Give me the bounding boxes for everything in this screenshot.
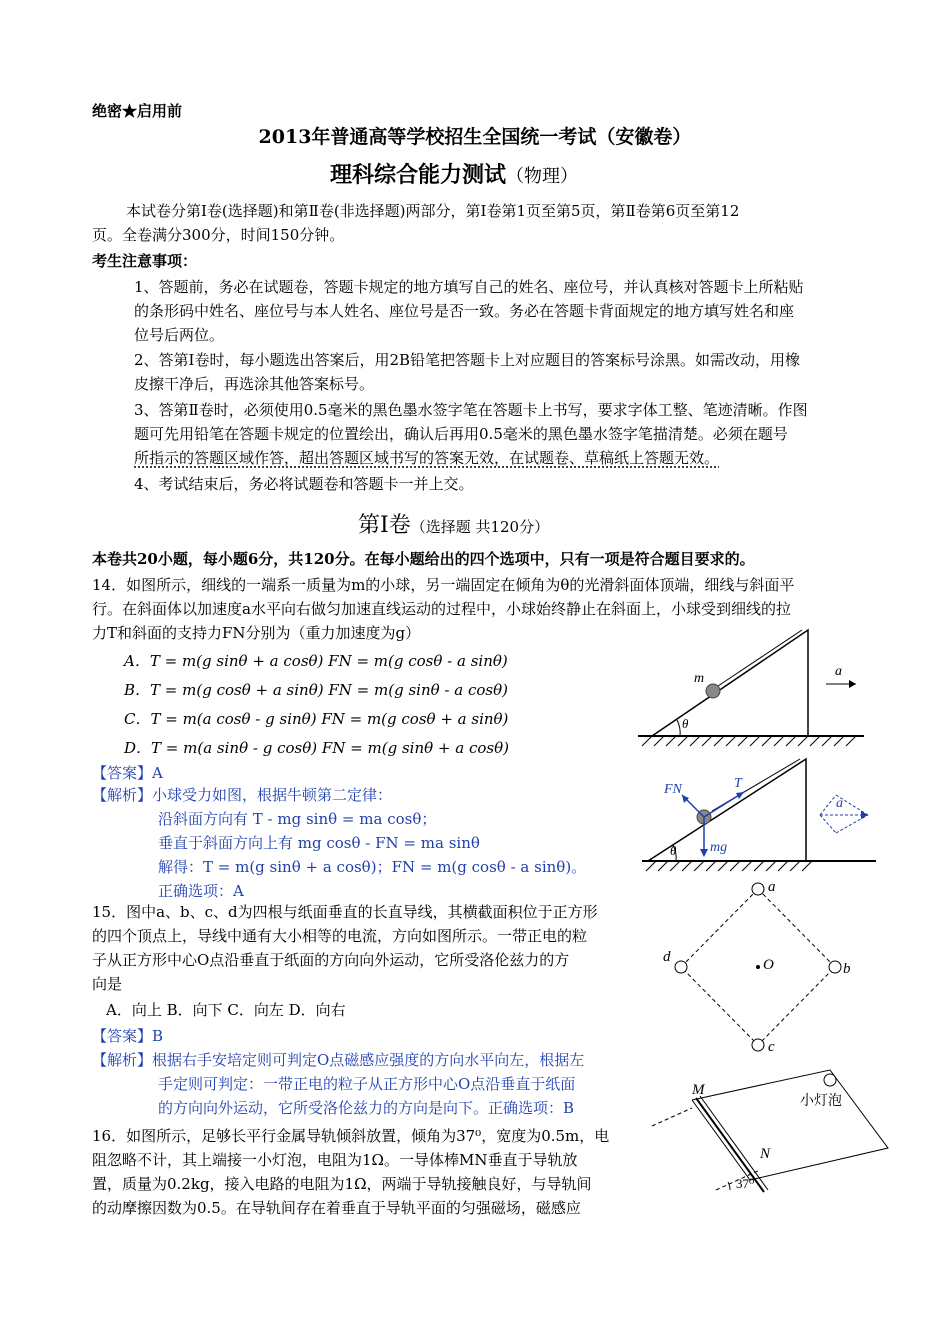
q15-line3: 子从正方形中心O点沿垂直于纸面的方向向外运动，它所受洛伦兹力的方 (92, 951, 570, 969)
section-desc: 本卷共20小题，每小题6分，共120分。在每小题给出的四个选项中，只有一项是符合题目要求的。 (92, 550, 755, 568)
center-o: O (763, 957, 774, 973)
section-title (358, 508, 549, 539)
q14-analysis-2: 沿斜面方向有 T - mg sinθ = ma cosθ； (158, 810, 437, 828)
theta-label: θ (682, 716, 689, 731)
q16-line2: 阻忽略不计，其上端接一小灯泡，电阻为1Ω。一导体棒MN垂直于导轨放 (92, 1151, 578, 1169)
subtitle-sub: （物理） (506, 166, 579, 187)
notice-title: 考生注意事项： (92, 252, 198, 270)
q16-line3: 置，质量为0.2kg，接入电路的电阻为1Ω，两端于导轨接触良好，与导轨间 (92, 1175, 592, 1193)
q14-answer: 【答案】A (92, 764, 163, 782)
q14-analysis-5: 正确选项：A (158, 882, 244, 900)
notice-4: 4、考试结束后，务必将试题卷和答题卡一并上交。 (134, 475, 474, 493)
notice-3a: 3、答第Ⅱ卷时，必须使用0.5毫米的黑色墨水签字笔在答题卡上书写，要求字体工整、笔迹清晰。作图 (134, 401, 808, 419)
exam-title: 2013年普通高等学校招生全国统一考试（安徽卷） (258, 126, 692, 148)
notice-3b: 题可先用铅笔在答题卡规定的位置绘出，确认后再用0.5毫米的黑色墨水签字笔描清楚。必须在题号 (134, 425, 788, 443)
rail-m: M (692, 1082, 705, 1098)
wire-d: d (663, 949, 671, 965)
q15-options: A．向上 B．向下 C．向左 D．向右 (106, 1001, 346, 1019)
q14-option-b: B．T = m(g cosθ + a sinθ) FN = m(g sinθ - a cosθ) (124, 681, 508, 699)
bulb-icon (824, 1074, 836, 1086)
q14-analysis-1: 【解析】小球受力如图，根据牛顿第二定律： (92, 786, 393, 804)
q15-analysis-3: 的方向向外运动，它所受洛伦兹力的方向是向下。正确选项：B (158, 1099, 575, 1117)
rail-n: N (760, 1146, 771, 1162)
notice-1b: 的条形码中姓名、座位号与本人姓名、座位号是否一致。务必在答题卡背面规定的地方填写姓名和座 (134, 302, 795, 320)
fig2-mg: mg (710, 840, 728, 855)
wires-figure (655, 875, 865, 1055)
secret-label: 绝密★启用前 (92, 102, 183, 120)
notice-2b: 皮擦干净后，再选涂其他答案标号。 (134, 375, 375, 393)
fig2-theta: θ (670, 843, 677, 858)
notice-3c: 所指示的答题区域作答，超出答题区域书写的答案无效，在试题卷、草稿纸上答题无效。 (134, 449, 720, 467)
wire-a: a (768, 879, 776, 895)
section-title-sub: （选择题 共120分） (410, 518, 550, 536)
notice-2a: 2、答第Ⅰ卷时，每小题选出答案后，用2B铅笔把答题卡上对应题目的答案标号涂黑。如需改动，用橡 (134, 351, 801, 369)
wire-c: c (768, 1039, 775, 1055)
q15-line1: 15．图中a、b、c、d为四根与纸面垂直的长直导线，其横截面积位于正方形 (92, 903, 598, 921)
page-title (330, 158, 578, 189)
notice-1a: 1、答题前，务必在试题卷，答题卡规定的地方填写自己的姓名、座位号，并认真核对答题卡上所粘贴 (134, 278, 804, 296)
q14-analysis-3: 垂直于斜面方向上有 mg cosθ - FN = ma sinθ (158, 834, 480, 852)
q14-line1: 14．如图所示，细线的一端系一质量为m的小球，另一端固定在倾角为θ的光滑斜面体顶端，细线与斜面平 (92, 576, 795, 594)
q15-answer: 【答案】B (92, 1027, 164, 1045)
q14-analysis-4: 解得：T = m(g sinθ + a cosθ)；FN = m(g cosθ - a sinθ)。 (158, 858, 587, 876)
notice-1c: 位号后两位。 (134, 326, 225, 344)
q16-line4: 的动摩擦因数为0.5。在导轨间存在着垂直于导轨平面的匀强磁场，磁感应 (92, 1199, 581, 1217)
incline-figure (630, 620, 870, 755)
angle-label: 37⁰ (736, 1176, 755, 1191)
q14-line3: 力T和斜面的支持力FN分别为（重力加速度为g） (92, 624, 421, 642)
intro-line1: 本试卷分第Ⅰ卷(选择题)和第Ⅱ卷(非选择题)两部分，第Ⅰ卷第1页至第5页，第Ⅱ卷第6页至第12 (126, 202, 740, 220)
q15-line2: 的四个顶点上，导线中通有大小相等的电流，方向如图所示。一带正电的粒 (92, 927, 588, 945)
section-title-main: 第Ⅰ卷 (358, 513, 411, 538)
lamp-label: 小灯泡 (800, 1094, 842, 1109)
q14-line2: 行。在斜面体以加速度a水平向右做匀加速直线运动的过程中，小球始终静止在斜面上，小球受到细线的拉 (92, 600, 791, 618)
q14-option-a: A．T = m(g sinθ + a cosθ) FN = m(g cosθ - a sinθ) (124, 652, 508, 670)
force-figure (640, 755, 880, 880)
ball-icon (706, 684, 720, 698)
fig2-a: a (836, 796, 843, 811)
q14-option-d: D．T = m(a sinθ - g cosθ) FN = m(g sinθ + a cosθ) (124, 739, 509, 757)
q15-analysis-2: 手定则可判定：一带正电的粒子从正方形中心O点沿垂直于纸面 (158, 1075, 576, 1093)
subtitle: 理科综合能力测试 (330, 162, 507, 188)
intro-line2: 页。全卷满分300分，时间150分钟。 (92, 226, 345, 244)
m-label: m (694, 671, 705, 686)
fig2-t: T (734, 776, 742, 791)
q15-analysis-1: 【解析】根据右手安培定则可判定O点磁感应强度的方向水平向左，根据左 (92, 1051, 585, 1069)
q14-option-c: C．T = m(a cosθ - g sinθ) FN = m(g cosθ + a sinθ) (124, 710, 509, 728)
a-label: a (835, 664, 842, 679)
rails-figure (650, 1060, 890, 1200)
fig2-fn: FN (664, 782, 682, 797)
wire-b: b (843, 961, 851, 977)
q16-line1: 16．如图所示，足够长平行金属导轨倾斜放置，倾角为37⁰，宽度为0.5m，电 (92, 1127, 610, 1145)
q15-line4: 向是 (92, 975, 123, 993)
